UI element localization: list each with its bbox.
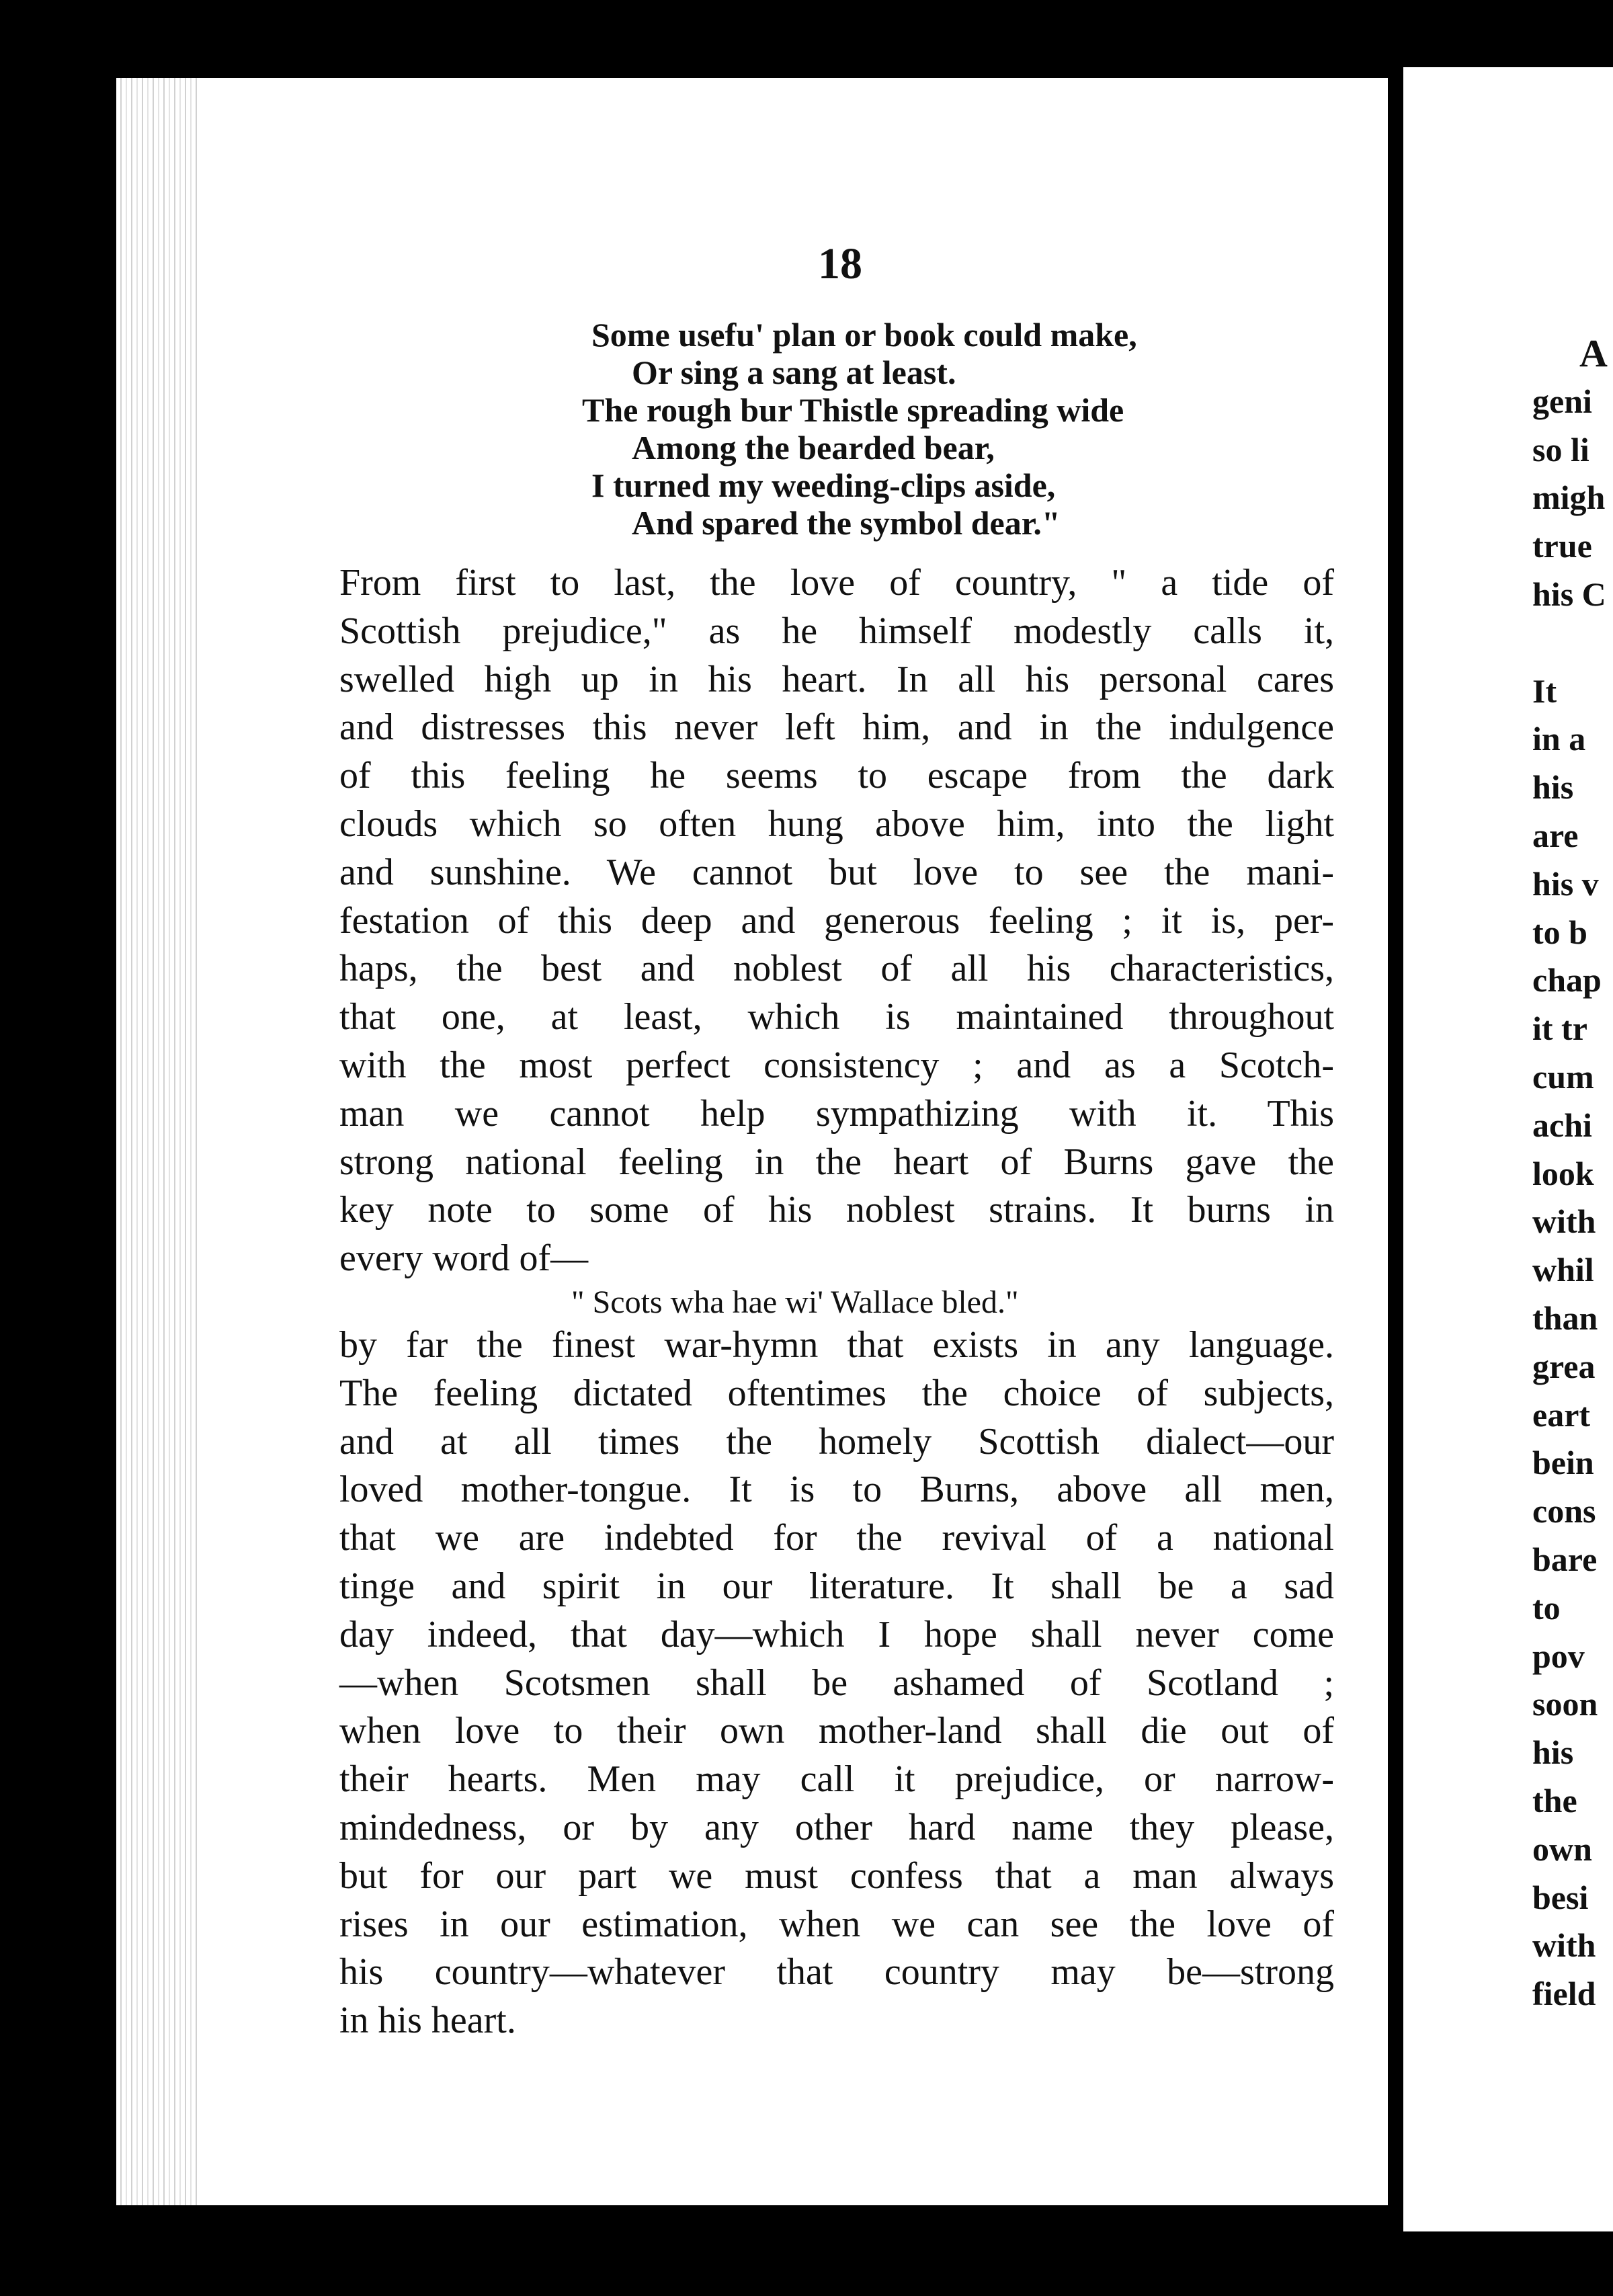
- text-line: with the most perfect consistency ; and as a Scotch-: [339, 1044, 1334, 1086]
- quote-line: " Scots wha hae wi' Wallace bled.": [571, 1284, 1019, 1320]
- verse-line: I turned my weeding-clips aside,: [591, 466, 1056, 504]
- next-page-fragment: geni: [1532, 382, 1592, 420]
- next-page-fragment: migh: [1532, 479, 1606, 517]
- text-line: tinge and spirit in our literature. It shall be a sad: [339, 1565, 1334, 1607]
- text-line: and sunshine. We cannot but love to see the mani-: [339, 851, 1334, 893]
- paragraph-1: [339, 559, 1334, 1283]
- next-page-fragment: cum: [1532, 1057, 1594, 1096]
- next-page-fragment: besi: [1532, 1878, 1589, 1916]
- text-line: The feeling dictated oftentimes the choice of subjects,: [339, 1372, 1334, 1414]
- next-page-fragment: eart: [1532, 1395, 1591, 1434]
- text-line: man we cannot help sympathizing with it. This: [339, 1092, 1334, 1135]
- text-line: Scottish prejudice," as he himself modestly calls it,: [339, 610, 1334, 652]
- text-line: swelled high up in his heart. In all his personal cares: [339, 658, 1334, 700]
- next-page-fragment: with: [1532, 1926, 1596, 1965]
- next-page-fragment: pov: [1532, 1637, 1585, 1675]
- next-page-fragment: it tr: [1532, 1010, 1587, 1048]
- next-page-fragment: A: [1579, 331, 1608, 375]
- next-page-fragment: his: [1532, 768, 1574, 807]
- next-page-fragment: his v: [1532, 864, 1599, 903]
- next-page-fragment: look: [1532, 1154, 1594, 1192]
- text-line: that we are indebted for the revival of a national: [339, 1517, 1334, 1559]
- text-line: mindedness, or by any other hard name they please,: [339, 1806, 1334, 1848]
- next-page-fragment: are: [1532, 816, 1579, 854]
- next-page-fragment: with: [1532, 1202, 1596, 1241]
- next-page-fragment: to: [1532, 1588, 1561, 1627]
- next-page-fragment: than: [1532, 1299, 1598, 1337]
- text-line: and distresses this never left him, and in the indulgence: [339, 706, 1334, 749]
- text-line: key note to some of his noblest strains. It burns in: [339, 1189, 1334, 1231]
- text-line: and at all times the homely Scottish dialect—our: [339, 1420, 1334, 1463]
- next-page-fragment: the: [1532, 1781, 1577, 1819]
- next-page-fragment: bare: [1532, 1540, 1598, 1578]
- next-page-fragment: so li: [1532, 430, 1589, 468]
- next-page-fragment: achi: [1532, 1106, 1592, 1144]
- next-page-fragment: field: [1532, 1975, 1596, 2013]
- text-line: but for our part we must confess that a man always: [339, 1854, 1334, 1897]
- paragraph-2: [339, 1321, 1334, 2045]
- text-line: day indeed, that day—which I hope shall never come: [339, 1613, 1334, 1655]
- text-line: when love to their own mother-land shall die out of: [339, 1710, 1334, 1752]
- text-line: rises in our estimation, when we can see the love of: [339, 1903, 1334, 1945]
- verse-block: [582, 316, 1137, 542]
- text-line: clouds which so often hung above him, into the light: [339, 803, 1334, 845]
- next-page-fragment: bein: [1532, 1444, 1594, 1482]
- next-page-fragment: true: [1532, 527, 1592, 565]
- next-page-fragment: soon: [1532, 1685, 1598, 1723]
- text-line: festation of this deep and generous feeling ; it is, per-: [339, 899, 1334, 942]
- text-line: that one, at least, which is maintained throughout: [339, 996, 1334, 1038]
- next-page-fragment: grea: [1532, 1347, 1596, 1385]
- page-edge-stack: [116, 78, 197, 2205]
- text-line: their hearts. Men may call it prejudice, or narrow-: [339, 1758, 1334, 1801]
- next-page-fragment: in a: [1532, 720, 1586, 758]
- verse-line: Among the bearded bear,: [632, 429, 995, 466]
- next-page-fragment: cons: [1532, 1492, 1596, 1530]
- page-number: 18: [818, 239, 862, 288]
- next-page-fragment: his: [1532, 1733, 1574, 1772]
- text-line: of this feeling he seems to escape from the dark: [339, 755, 1334, 797]
- text-line: loved mother-tongue. It is to Burns, above all men,: [339, 1469, 1334, 1511]
- verse-line: And spared the symbol dear.": [632, 504, 1061, 542]
- next-page-fragment: own: [1532, 1830, 1592, 1868]
- text-line: haps, the best and noblest of all his characteristics,: [339, 948, 1334, 990]
- next-page-text: [1532, 329, 1608, 2018]
- text-line: —when Scotsmen shall be ashamed of Scotland ;: [339, 1662, 1334, 1704]
- verse-line: Or sing a sang at least.: [632, 354, 956, 391]
- next-page-fragment: chap: [1532, 961, 1602, 999]
- text-line: his country—whatever that country may be—strong: [339, 1951, 1334, 1994]
- next-page-fragment: whil: [1532, 1251, 1594, 1289]
- next-page-fragment: It: [1532, 671, 1557, 710]
- text-line: every word of—: [339, 1237, 589, 1280]
- verse-line: The rough bur Thistle spreading wide: [582, 391, 1124, 429]
- text-line: in his heart.: [339, 2000, 516, 2042]
- verse-line: Some usefu' plan or book could make,: [591, 316, 1137, 354]
- text-line: by far the finest war-hymn that exists in any language.: [339, 1324, 1334, 1366]
- text-line: strong national feeling in the heart of Burns gave the: [339, 1141, 1334, 1183]
- text-line: From first to last, the love of country, " a tide of: [339, 562, 1334, 604]
- next-page-fragment: his C: [1532, 575, 1606, 613]
- next-page-fragment: [1532, 619, 1608, 667]
- next-page-fragment: to b: [1532, 913, 1587, 951]
